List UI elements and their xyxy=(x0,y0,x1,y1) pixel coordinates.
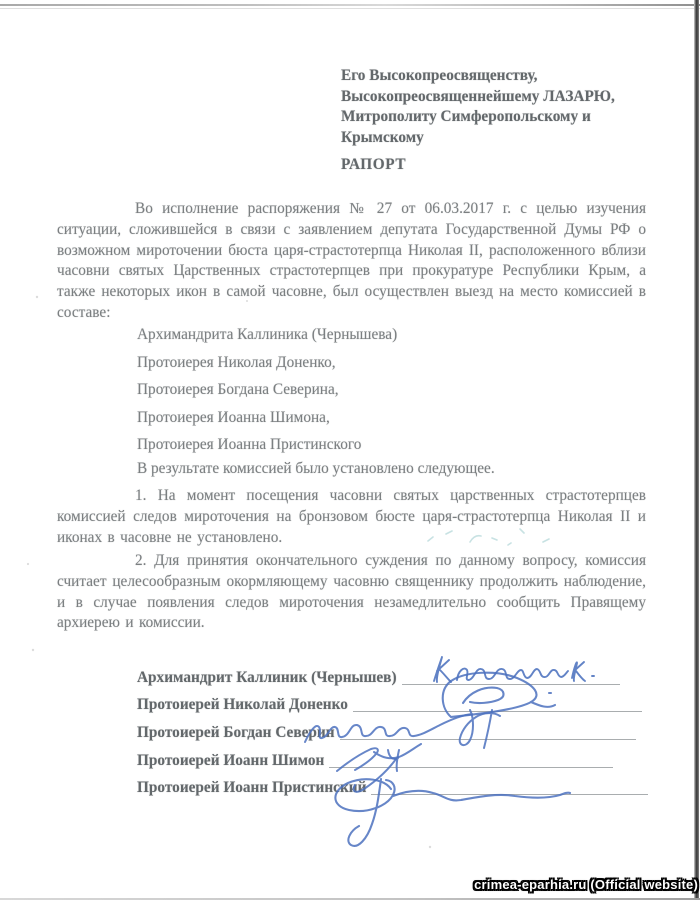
signatory-name: Протоиерей Иоанн Пристинский xyxy=(137,779,367,797)
document-title: РАПОРТ xyxy=(341,156,407,173)
finding-paragraph-2: 2. Для принятия окончательного суждения по данному вопросу, комиссия считает целесообразным окормляющему часовню священнику продолжить наблюдение, и в случае появления следов мироточения незамедлительно сообщить Правящему архиерею и комиссии. xyxy=(57,552,646,632)
addressee-block xyxy=(341,66,653,148)
signature-row xyxy=(137,689,642,717)
signature-row xyxy=(137,772,648,800)
site-watermark-badge: crimea-eparhia.ru (Official website) xyxy=(474,877,698,892)
signature-line xyxy=(353,710,642,712)
commission-member: Протоиерея Иоанна Шимона, xyxy=(137,408,330,426)
signature-row xyxy=(137,661,620,689)
signature-line xyxy=(340,738,636,740)
scan-edge-top-2 xyxy=(0,8,700,9)
signatory-name: Протоиерей Николай Доненко xyxy=(137,696,348,714)
commission-member: Архимандрита Каллиника (Чернышева) xyxy=(137,326,398,343)
signatory-name: Протоиерей Иоанн Шимон xyxy=(137,751,325,769)
scan-edge-right xyxy=(694,0,699,900)
addressee-line: Его Высокопреосвященству, xyxy=(341,67,538,84)
scan-edge-top xyxy=(0,4,700,6)
addressee-line: Высокопреосвященнейшему ЛАЗАРЮ, xyxy=(341,87,615,105)
signature-row xyxy=(137,716,636,744)
result-intro-line: В результате комиссией было установлено следующее. xyxy=(137,460,495,477)
intro-paragraph: Во исполнение распоряжения № 27 от 06.03.2017 г. с целью изучения ситуации, сложившейся в связи с заявлением депутата Государственной Думы РФ о возможном мироточении бюста царя-страстотерпца Николая II, расположенного вблизи часовни святых Царственных страстотерпцев при прокуратуре Республики Крым, а также некоторых икон в самой часовне, был осуществлен выезд на место комиссией в составе: xyxy=(57,200,646,321)
signature-block xyxy=(137,661,648,799)
commission-member: Протоиерея Иоанна Пристинского xyxy=(137,436,362,454)
addressee-line: Митрополиту Симферопольскому и xyxy=(341,108,591,126)
signatory-name: Протоиерей Богдан Северин xyxy=(137,724,335,742)
signature-row xyxy=(137,744,613,772)
signature-line xyxy=(371,793,648,795)
addressee-line: Крымскому xyxy=(341,128,424,146)
signature-line xyxy=(402,683,620,685)
signature-line xyxy=(329,766,613,768)
signatory-name: Архимандрит Каллиник (Чернышев) xyxy=(137,668,397,686)
commission-member: Протоиерея Богдана Северина, xyxy=(137,381,339,399)
finding-paragraph-1: 1. На момент посещения часовни святых царственных страстотерпцев комиссией следов мироточения на бронзовом бюсте царя-страстотерпца Николая II и иконах в часовне не установлено. xyxy=(57,487,646,546)
commission-member: Протоиерея Николая Доненко, xyxy=(137,353,336,371)
commission-member-list xyxy=(137,321,397,459)
